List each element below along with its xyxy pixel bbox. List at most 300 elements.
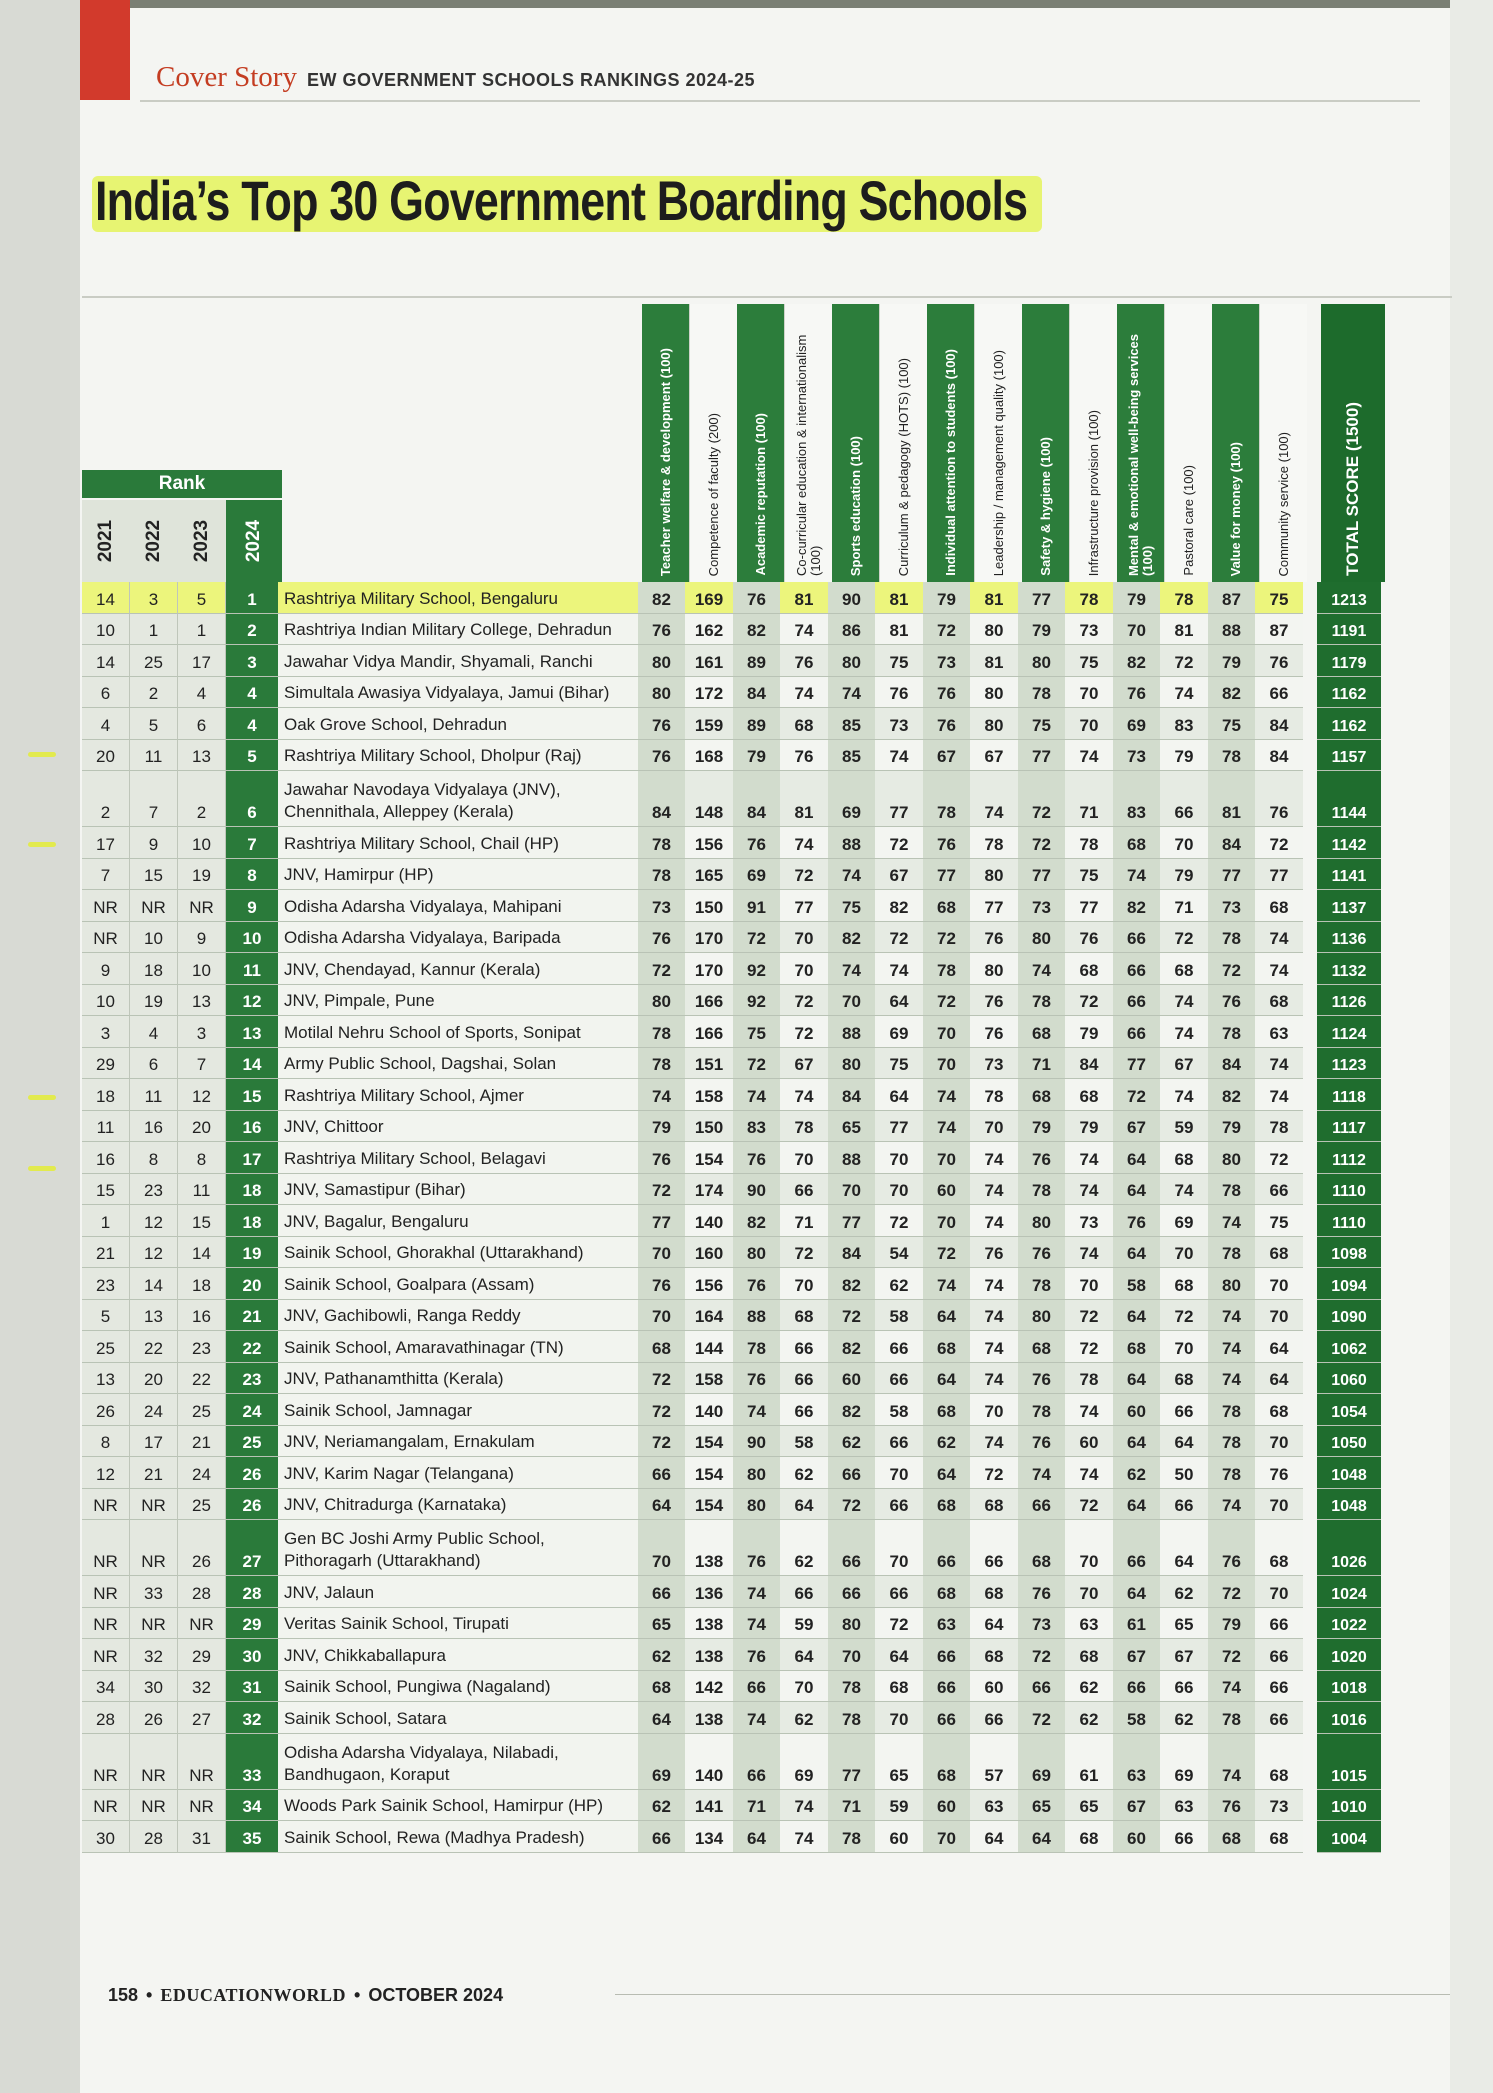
score-cell: 81 <box>780 582 828 614</box>
score-cell: 150 <box>685 1111 733 1143</box>
score-cell: 74 <box>970 1331 1018 1363</box>
column-header: Individual attention to students (100) <box>927 304 974 582</box>
score-cell: 88 <box>828 827 875 859</box>
rank-2024: 17 <box>226 1142 278 1174</box>
score-cell: 68 <box>923 1489 970 1521</box>
score-cell: 74 <box>1160 1016 1208 1048</box>
page-number: 158 <box>108 1985 139 2005</box>
score-cell: 82 <box>733 614 780 646</box>
column-header: Pastoral care (100) <box>1164 304 1212 582</box>
rank-2023: 10 <box>178 827 226 859</box>
score-cell: 66 <box>780 1394 828 1426</box>
score-cell: 66 <box>828 1457 875 1489</box>
score-cell: 154 <box>685 1457 733 1489</box>
table-row <box>82 740 1452 772</box>
score-cell: 58 <box>1113 1702 1160 1734</box>
school-name: JNV, Chendayad, Kannur (Kerala) <box>278 953 638 985</box>
score-cell: 70 <box>923 1142 970 1174</box>
score-cell: 67 <box>970 740 1018 772</box>
margin-mark <box>28 752 56 757</box>
column-gap <box>1303 582 1317 614</box>
score-cell: 77 <box>780 890 828 922</box>
score-cell: 74 <box>970 1300 1018 1332</box>
score-cell: 78 <box>923 953 970 985</box>
score-cell: 66 <box>875 1489 923 1521</box>
score-cell: 66 <box>1160 1821 1208 1853</box>
rank-2024: 15 <box>226 1079 278 1111</box>
score-cell: 61 <box>1113 1608 1160 1640</box>
score-cell: 74 <box>1208 1734 1255 1790</box>
score-cell: 63 <box>1255 1016 1303 1048</box>
score-cell: 62 <box>638 1790 685 1822</box>
score-cell: 74 <box>1255 1048 1303 1080</box>
table-row <box>82 922 1452 954</box>
table-row <box>82 953 1452 985</box>
table-row <box>82 1671 1452 1703</box>
score-cell: 174 <box>685 1174 733 1206</box>
score-cell: 79 <box>1208 1608 1255 1640</box>
score-cell: 88 <box>828 1016 875 1048</box>
year-2021-header: 2021 <box>82 500 130 582</box>
total-score: 1010 <box>1317 1790 1381 1822</box>
score-cell: 68 <box>970 1576 1018 1608</box>
score-cell: 64 <box>1018 1821 1065 1853</box>
rank-2023: 2 <box>178 771 226 827</box>
rank-2024: 20 <box>226 1268 278 1300</box>
score-cell: 156 <box>685 827 733 859</box>
score-cell: 65 <box>828 1111 875 1143</box>
score-cell: 154 <box>685 1426 733 1458</box>
score-cell: 89 <box>733 645 780 677</box>
column-gap <box>1303 1111 1317 1143</box>
score-cell: 72 <box>780 859 828 891</box>
rank-2023: 18 <box>178 1268 226 1300</box>
score-cell: 72 <box>1065 985 1113 1017</box>
column-gap <box>1303 740 1317 772</box>
margin-mark <box>28 842 56 847</box>
score-cell: 68 <box>1113 1331 1160 1363</box>
rank-2024: 21 <box>226 1300 278 1332</box>
footer-rule <box>615 1994 1450 1995</box>
table-row <box>82 1237 1452 1269</box>
score-cell: 76 <box>638 708 685 740</box>
rank-2021: 6 <box>82 677 130 709</box>
score-cell: 74 <box>733 1702 780 1734</box>
rank-2021: NR <box>82 922 130 954</box>
rank-2021: 12 <box>82 1457 130 1489</box>
score-cell: 70 <box>638 1520 685 1576</box>
score-cell: 64 <box>875 1079 923 1111</box>
score-cell: 66 <box>638 1576 685 1608</box>
rank-2022: 11 <box>130 740 178 772</box>
rank-2024: 12 <box>226 985 278 1017</box>
rank-2022: 13 <box>130 1300 178 1332</box>
score-cell: 76 <box>733 1520 780 1576</box>
score-cell: 62 <box>1160 1576 1208 1608</box>
score-cell: 84 <box>638 771 685 827</box>
table-row <box>82 1608 1452 1640</box>
rank-2023: NR <box>178 1734 226 1790</box>
score-cell: 68 <box>970 1489 1018 1521</box>
score-cell: 76 <box>1113 1205 1160 1237</box>
score-cell: 70 <box>1160 1237 1208 1269</box>
score-cell: 172 <box>685 677 733 709</box>
score-cell: 70 <box>1065 1520 1113 1576</box>
score-cell: 70 <box>1160 827 1208 859</box>
score-cell: 74 <box>970 1174 1018 1206</box>
score-cell: 81 <box>875 582 923 614</box>
score-cell: 70 <box>970 1394 1018 1426</box>
score-cell: 90 <box>733 1426 780 1458</box>
score-cell: 66 <box>923 1671 970 1703</box>
score-cell: 78 <box>828 1821 875 1853</box>
rank-2023: 25 <box>178 1394 226 1426</box>
score-cell: 90 <box>733 1174 780 1206</box>
total-score: 1048 <box>1317 1489 1381 1521</box>
rank-2024: 6 <box>226 771 278 827</box>
score-cell: 68 <box>1255 985 1303 1017</box>
score-cell: 80 <box>638 985 685 1017</box>
rank-2024: 28 <box>226 1576 278 1608</box>
score-cell: 86 <box>828 614 875 646</box>
score-cell: 77 <box>923 859 970 891</box>
score-cell: 72 <box>875 827 923 859</box>
score-cell: 63 <box>923 1608 970 1640</box>
rank-2022: 21 <box>130 1457 178 1489</box>
score-cell: 77 <box>1113 1048 1160 1080</box>
score-cell: 72 <box>1065 1331 1113 1363</box>
rank-2022: 30 <box>130 1671 178 1703</box>
rank-2024: 24 <box>226 1394 278 1426</box>
score-cell: 79 <box>638 1111 685 1143</box>
rank-2021: 4 <box>82 708 130 740</box>
score-cell: 82 <box>1113 890 1160 922</box>
column-gap <box>1303 953 1317 985</box>
table-row <box>82 1111 1452 1143</box>
table-row <box>82 1457 1452 1489</box>
score-cell: 72 <box>638 1426 685 1458</box>
score-cell: 75 <box>1208 708 1255 740</box>
table-row <box>82 1520 1452 1576</box>
table-row <box>82 771 1452 827</box>
score-cell: 78 <box>1018 1268 1065 1300</box>
score-cell: 64 <box>1160 1426 1208 1458</box>
rank-2023: 10 <box>178 953 226 985</box>
total-score: 1004 <box>1317 1821 1381 1853</box>
score-cell: 150 <box>685 890 733 922</box>
score-cell: 66 <box>875 1426 923 1458</box>
score-cell: 78 <box>1018 677 1065 709</box>
table-row <box>82 708 1452 740</box>
rank-2022: NR <box>130 890 178 922</box>
rank-2023: 11 <box>178 1174 226 1206</box>
score-cell: 69 <box>1113 708 1160 740</box>
rank-2021: NR <box>82 1608 130 1640</box>
table-row <box>82 1426 1452 1458</box>
score-cell: 73 <box>970 1048 1018 1080</box>
score-cell: 82 <box>828 1331 875 1363</box>
rank-2021: NR <box>82 1520 130 1576</box>
score-cell: 66 <box>1255 1174 1303 1206</box>
score-cell: 68 <box>780 1300 828 1332</box>
score-cell: 87 <box>1208 582 1255 614</box>
score-cell: 78 <box>1065 582 1113 614</box>
rank-2022: 25 <box>130 645 178 677</box>
score-cell: 75 <box>1018 708 1065 740</box>
score-cell: 64 <box>970 1608 1018 1640</box>
column-gap <box>1303 1608 1317 1640</box>
score-cell: 78 <box>1018 985 1065 1017</box>
rank-2024: 27 <box>226 1520 278 1576</box>
rank-2022: 4 <box>130 1016 178 1048</box>
score-cell: 76 <box>1018 1426 1065 1458</box>
table-row <box>82 1790 1452 1822</box>
score-cell: 66 <box>1160 1489 1208 1521</box>
score-cell: 66 <box>1160 1671 1208 1703</box>
score-cell: 82 <box>828 1268 875 1300</box>
score-cell: 67 <box>875 859 923 891</box>
score-cell: 69 <box>1160 1205 1208 1237</box>
score-cell: 74 <box>780 677 828 709</box>
page-gutter <box>0 0 80 2093</box>
score-cell: 76 <box>923 827 970 859</box>
score-cell: 70 <box>923 1205 970 1237</box>
score-cell: 77 <box>875 1111 923 1143</box>
score-cell: 64 <box>1113 1142 1160 1174</box>
rank-2022: NR <box>130 1790 178 1822</box>
score-cell: 74 <box>1065 1142 1113 1174</box>
total-score: 1142 <box>1317 827 1381 859</box>
total-score: 1191 <box>1317 614 1381 646</box>
score-cell: 154 <box>685 1142 733 1174</box>
rank-2022: 17 <box>130 1426 178 1458</box>
score-cell: 72 <box>828 1300 875 1332</box>
column-gap <box>1303 1790 1317 1822</box>
score-cell: 63 <box>1065 1608 1113 1640</box>
table-row <box>82 677 1452 709</box>
score-cell: 74 <box>1208 1205 1255 1237</box>
rank-2021: 10 <box>82 985 130 1017</box>
score-cell: 74 <box>923 1079 970 1111</box>
score-cell: 73 <box>1065 1205 1113 1237</box>
rank-2023: 13 <box>178 740 226 772</box>
rank-2024: 33 <box>226 1734 278 1790</box>
score-cell: 76 <box>1018 1576 1065 1608</box>
score-cell: 84 <box>1065 1048 1113 1080</box>
rank-2024: 32 <box>226 1702 278 1734</box>
score-cell: 70 <box>923 1016 970 1048</box>
score-cell: 82 <box>638 582 685 614</box>
score-cell: 68 <box>1160 1363 1208 1395</box>
score-cell: 73 <box>923 645 970 677</box>
score-cell: 64 <box>923 1363 970 1395</box>
score-cell: 66 <box>1255 1671 1303 1703</box>
school-name: JNV, Pimpale, Pune <box>278 985 638 1017</box>
footer-separator: • <box>146 1985 153 2005</box>
score-cell: 68 <box>638 1671 685 1703</box>
school-name: Gen BC Joshi Army Public School, Pithoragarh (Uttarakhand) <box>278 1520 638 1576</box>
score-cell: 79 <box>1065 1111 1113 1143</box>
score-cell: 80 <box>1018 1205 1065 1237</box>
total-score: 1060 <box>1317 1363 1381 1395</box>
score-cell: 70 <box>1255 1300 1303 1332</box>
score-cell: 68 <box>1208 1821 1255 1853</box>
score-cell: 80 <box>733 1457 780 1489</box>
score-cell: 72 <box>1018 827 1065 859</box>
rank-2022: 3 <box>130 582 178 614</box>
school-name: Army Public School, Dagshai, Solan <box>278 1048 638 1080</box>
score-cell: 70 <box>1065 1576 1113 1608</box>
score-cell: 62 <box>875 1268 923 1300</box>
score-cell: 66 <box>828 1576 875 1608</box>
column-gap <box>1303 1671 1317 1703</box>
score-cell: 81 <box>970 582 1018 614</box>
score-cell: 78 <box>828 1671 875 1703</box>
score-cell: 72 <box>638 953 685 985</box>
rank-2022: 1 <box>130 614 178 646</box>
score-cell: 68 <box>1065 953 1113 985</box>
score-cell: 159 <box>685 708 733 740</box>
rank-2021: NR <box>82 1639 130 1671</box>
rank-2021: NR <box>82 890 130 922</box>
rank-2022: 32 <box>130 1639 178 1671</box>
score-cell: 169 <box>685 582 733 614</box>
score-cell: 75 <box>733 1016 780 1048</box>
score-cell: 84 <box>1208 1048 1255 1080</box>
score-cell: 70 <box>1065 708 1113 740</box>
score-cell: 80 <box>1018 1300 1065 1332</box>
total-score: 1141 <box>1317 859 1381 891</box>
score-cell: 74 <box>780 1790 828 1822</box>
rank-2024: 30 <box>226 1639 278 1671</box>
score-cell: 64 <box>970 1821 1018 1853</box>
score-cell: 72 <box>1208 953 1255 985</box>
score-cell: 64 <box>923 1300 970 1332</box>
score-cell: 138 <box>685 1520 733 1576</box>
total-score: 1137 <box>1317 890 1381 922</box>
score-cell: 66 <box>780 1576 828 1608</box>
score-cell: 69 <box>1160 1734 1208 1790</box>
column-header: Value for money (100) <box>1212 304 1259 582</box>
table-row <box>82 1331 1452 1363</box>
score-cell: 76 <box>1255 1457 1303 1489</box>
score-cell: 76 <box>638 922 685 954</box>
school-name: Rashtriya Military School, Chail (HP) <box>278 827 638 859</box>
score-cell: 66 <box>780 1331 828 1363</box>
score-cell: 64 <box>1113 1426 1160 1458</box>
rank-2024: 18 <box>226 1205 278 1237</box>
rank-2021: 14 <box>82 645 130 677</box>
rank-2024: 8 <box>226 859 278 891</box>
score-cell: 70 <box>828 1174 875 1206</box>
score-cell: 63 <box>1113 1734 1160 1790</box>
score-cell: 66 <box>733 1671 780 1703</box>
score-cell: 66 <box>1255 1702 1303 1734</box>
column-gap <box>1303 708 1317 740</box>
rank-2024: 26 <box>226 1457 278 1489</box>
rank-2021: 8 <box>82 1426 130 1458</box>
column-gap <box>1303 1821 1317 1853</box>
rank-2023: 27 <box>178 1702 226 1734</box>
score-cell: 78 <box>1208 740 1255 772</box>
rank-2023: 23 <box>178 1331 226 1363</box>
magazine-name: EDUCATIONWORLD <box>160 1985 347 2005</box>
table-row <box>82 1079 1452 1111</box>
score-cell: 58 <box>1113 1268 1160 1300</box>
score-cell: 161 <box>685 645 733 677</box>
score-cell: 74 <box>733 1608 780 1640</box>
score-cell: 76 <box>1255 771 1303 827</box>
score-cell: 76 <box>780 645 828 677</box>
column-gap <box>1303 890 1317 922</box>
rank-header <box>82 470 282 582</box>
score-cell: 78 <box>1208 1237 1255 1269</box>
score-cell: 71 <box>780 1205 828 1237</box>
score-cell: 68 <box>923 890 970 922</box>
score-cell: 70 <box>780 922 828 954</box>
table-row <box>82 827 1452 859</box>
score-cell: 78 <box>1208 922 1255 954</box>
rank-2023: 32 <box>178 1671 226 1703</box>
table-row <box>82 1048 1452 1080</box>
school-name: JNV, Bagalur, Bengaluru <box>278 1205 638 1237</box>
score-cell: 88 <box>1208 614 1255 646</box>
score-cell: 74 <box>970 771 1018 827</box>
score-cell: 72 <box>875 922 923 954</box>
score-cell: 76 <box>970 922 1018 954</box>
score-cell: 61 <box>1065 1734 1113 1790</box>
table-row <box>82 582 1452 614</box>
score-cell: 76 <box>1208 1520 1255 1576</box>
score-cell: 78 <box>970 827 1018 859</box>
score-cell: 76 <box>970 985 1018 1017</box>
score-cell: 82 <box>1113 645 1160 677</box>
score-cell: 57 <box>970 1734 1018 1790</box>
score-cell: 75 <box>875 1048 923 1080</box>
column-header: Sports education (100) <box>832 304 879 582</box>
rank-2022: 18 <box>130 953 178 985</box>
score-cell: 70 <box>1113 614 1160 646</box>
column-gap <box>1303 1268 1317 1300</box>
total-score: 1026 <box>1317 1520 1381 1576</box>
score-cell: 62 <box>780 1520 828 1576</box>
score-cell: 164 <box>685 1300 733 1332</box>
table-row <box>82 1394 1452 1426</box>
table-row <box>82 614 1452 646</box>
column-gap <box>1303 1734 1317 1790</box>
score-cell: 79 <box>733 740 780 772</box>
score-cell: 78 <box>638 859 685 891</box>
score-cell: 73 <box>1208 890 1255 922</box>
column-gap <box>1303 1300 1317 1332</box>
score-cell: 77 <box>970 890 1018 922</box>
school-name: Odisha Adarsha Vidyalaya, Mahipani <box>278 890 638 922</box>
score-cell: 140 <box>685 1205 733 1237</box>
column-gap <box>1303 677 1317 709</box>
score-cell: 70 <box>1065 1268 1113 1300</box>
score-cell: 70 <box>875 1457 923 1489</box>
score-cell: 70 <box>970 1111 1018 1143</box>
score-cell: 74 <box>780 1821 828 1853</box>
score-cell: 60 <box>923 1790 970 1822</box>
column-header: Curriculum & pedagogy (HOTS) (100) <box>879 304 927 582</box>
rank-2023: 25 <box>178 1489 226 1521</box>
score-cell: 70 <box>638 1237 685 1269</box>
score-cell: 74 <box>1160 1174 1208 1206</box>
section-tab <box>80 0 130 100</box>
score-cell: 67 <box>1160 1048 1208 1080</box>
score-cell: 80 <box>1208 1142 1255 1174</box>
